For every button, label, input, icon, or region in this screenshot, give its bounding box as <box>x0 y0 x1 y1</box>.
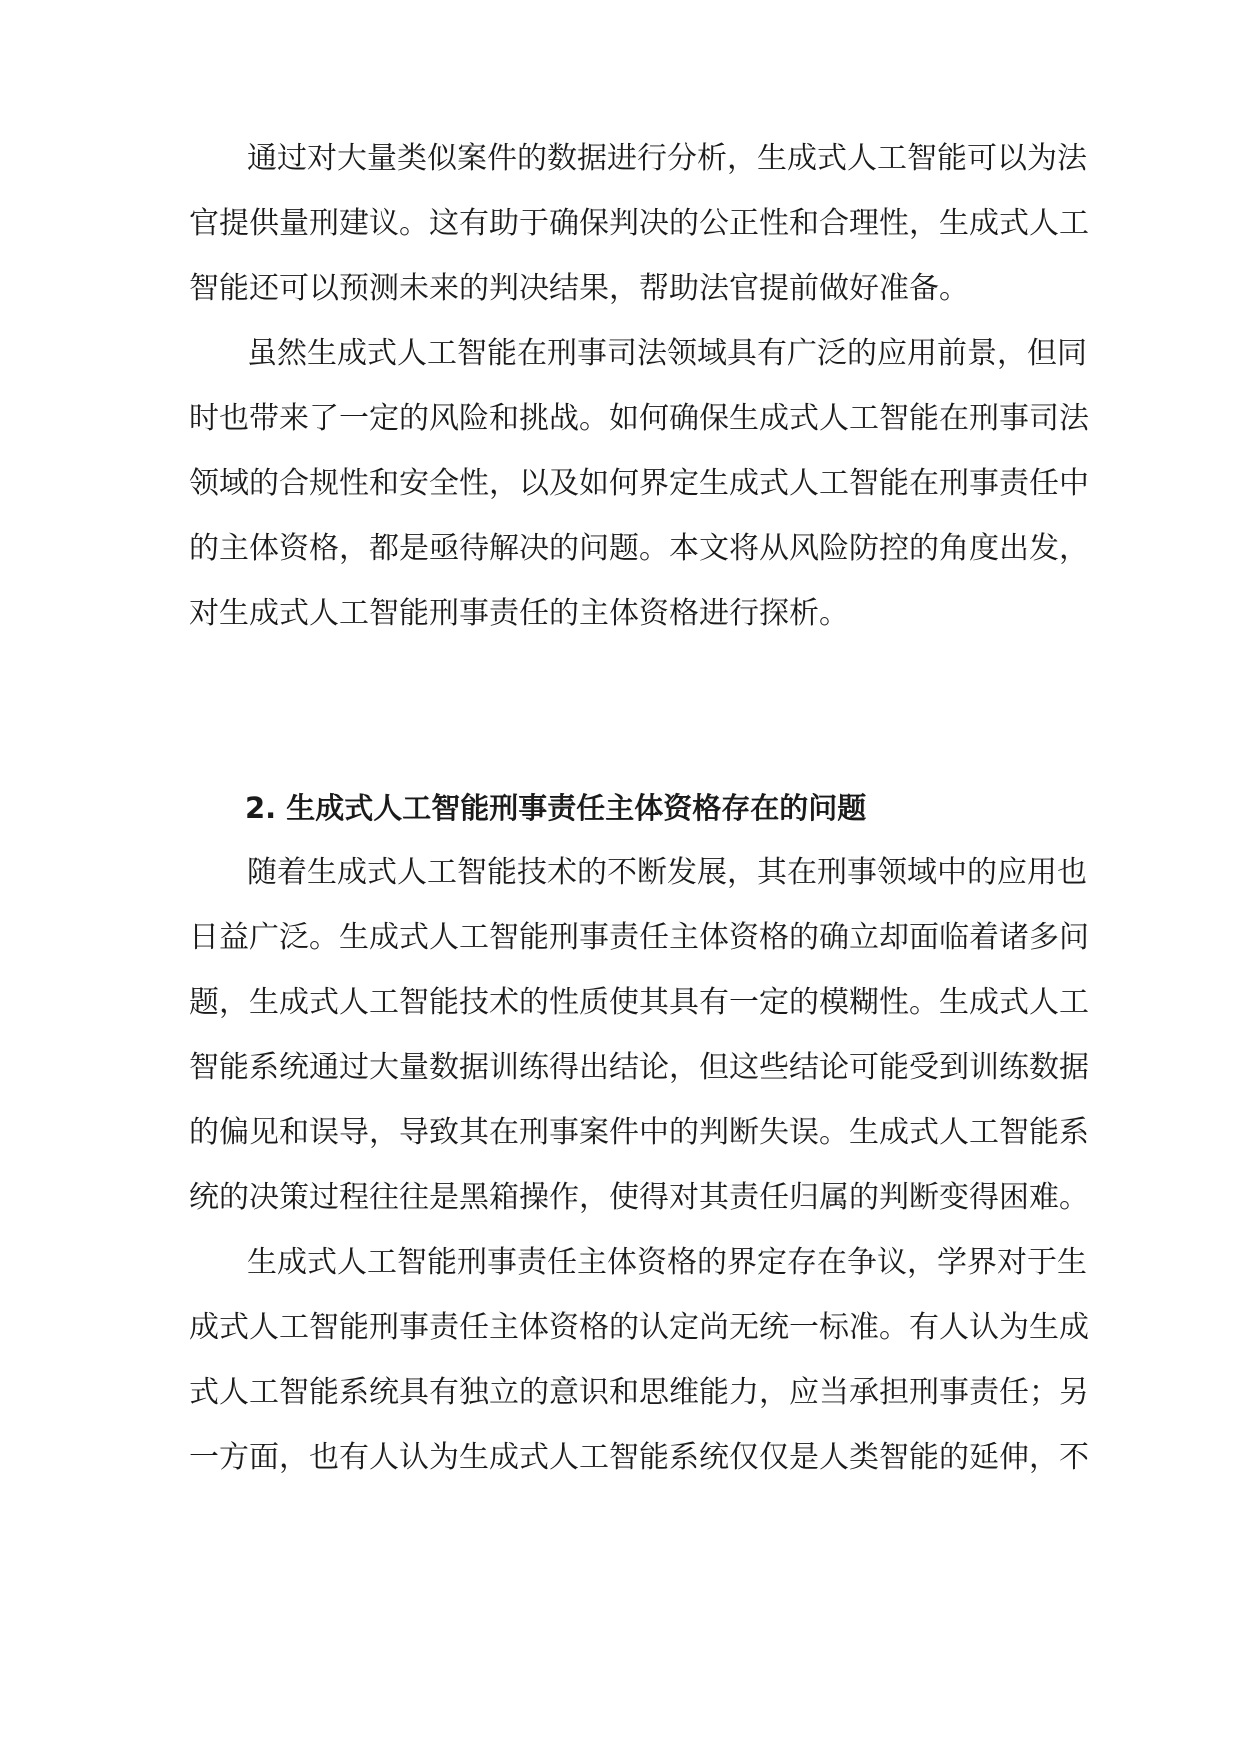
paragraph-1-line-2: 官提供量刑建议。这有助于确保判决的公正性和合理性，生成式人工 <box>189 206 1089 241</box>
section-paragraph-1-line-1: 随着生成式人工智能技术的不断发展，其在刑事领域中的应用也 <box>247 855 1087 890</box>
section-paragraph-2-line-4: 一方面，也有人认为生成式人工智能系统仅仅是人类智能的延伸，不 <box>189 1440 1089 1475</box>
paragraph-2-line-2: 时也带来了一定的风险和挑战。如何确保生成式人工智能在刑事司法 <box>189 401 1089 436</box>
section-paragraph-2-line-2: 成式人工智能刑事责任主体资格的认定尚无统一标准。有人认为生成 <box>189 1310 1089 1345</box>
section-paragraph-1-line-2: 日益广泛。生成式人工智能刑事责任主体资格的确立却面临着诸多问 <box>189 920 1089 955</box>
paragraph-2-line-4: 的主体资格，都是亟待解决的问题。本文将从风险防控的角度出发， <box>189 531 1089 566</box>
section-paragraph-2-line-1: 生成式人工智能刑事责任主体资格的界定存在争议，学界对于生 <box>247 1245 1087 1280</box>
paragraph-2-line-5: 对生成式人工智能刑事责任的主体资格进行探析。 <box>189 596 849 631</box>
section-paragraph-1-line-6: 统的决策过程往往是黑箱操作，使得对其责任归属的判断变得困难。 <box>189 1180 1089 1215</box>
paragraph-2-line-1: 虽然生成式人工智能在刑事司法领域具有广泛的应用前景，但同 <box>247 336 1087 371</box>
section-paragraph-1-line-5: 的偏见和误导，导致其在刑事案件中的判断失误。生成式人工智能系 <box>189 1115 1089 1150</box>
section-paragraph-1-line-4: 智能系统通过大量数据训练得出结论，但这些结论可能受到训练数据 <box>189 1050 1089 1085</box>
section-heading: 2. 生成式人工智能刑事责任主体资格存在的问题 <box>245 791 867 825</box>
paragraph-1-line-1: 通过对大量类似案件的数据进行分析，生成式人工智能可以为法 <box>247 141 1087 176</box>
paragraph-1-line-3: 智能还可以预测未来的判决结果，帮助法官提前做好准备。 <box>189 271 969 306</box>
section-paragraph-1-line-3: 题，生成式人工智能技术的性质使其具有一定的模糊性。生成式人工 <box>189 985 1089 1020</box>
paragraph-2-line-3: 领域的合规性和安全性，以及如何界定生成式人工智能在刑事责任中 <box>189 466 1089 501</box>
section-paragraph-2-line-3: 式人工智能系统具有独立的意识和思维能力，应当承担刑事责任；另 <box>189 1375 1089 1410</box>
